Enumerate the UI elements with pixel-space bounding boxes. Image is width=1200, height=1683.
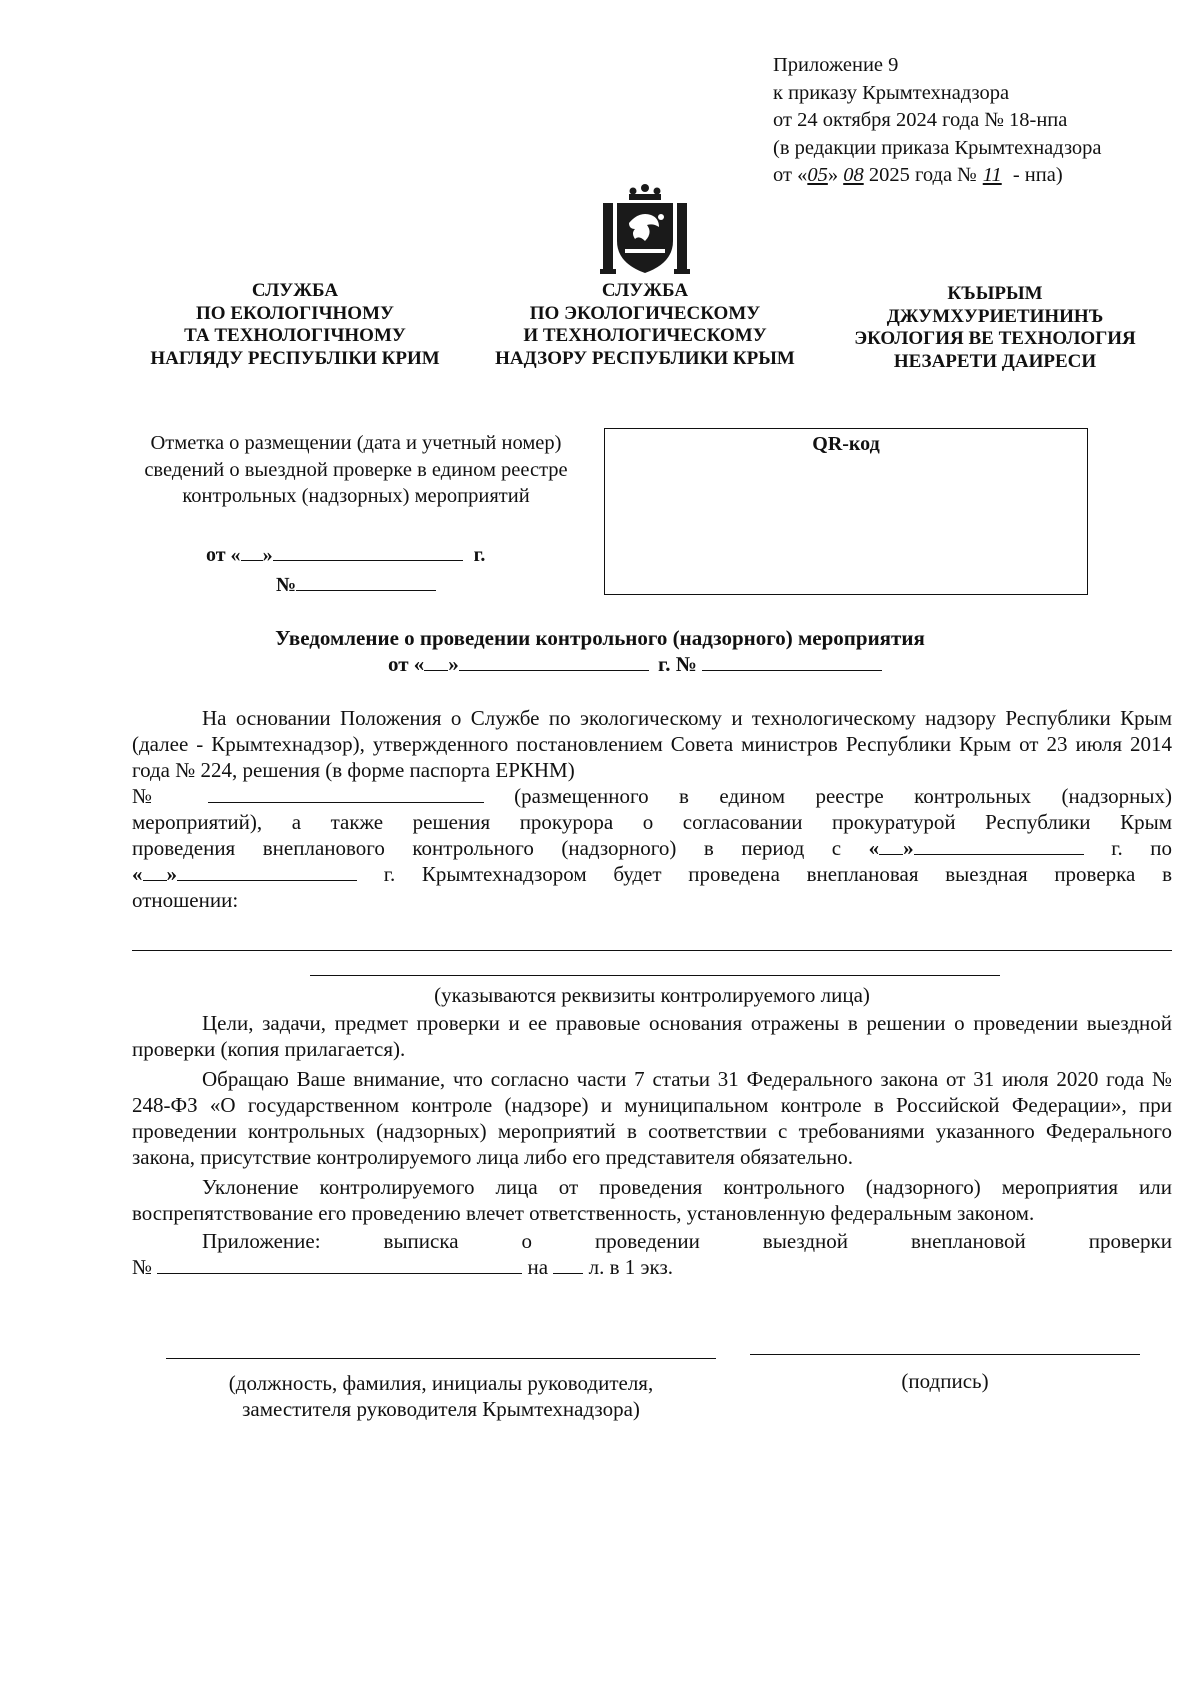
coat-of-arms-emblem: [595, 183, 695, 275]
appendix-edition: (в редакции приказа Крымтехнадзора: [773, 136, 1102, 159]
notice-blank-day[interactable]: [424, 652, 448, 671]
notice-blank-month-year[interactable]: [459, 652, 649, 671]
signature-position-caption: (должность, фамилия, инициалы руководителя, заместителя руководителя Крымтехнадзора): [228, 1371, 654, 1421]
appendix-order: к приказу Крымтехнадзора: [773, 81, 1010, 104]
header-left: СЛУЖБА ПО ЕКОЛОГІЧНОМУ ТА ТЕХНОЛОГІЧНОМУ НАГЛЯДУ РЕСПУБЛІКИ КРИМ: [150, 280, 440, 369]
paragraph-basis-line-end: « » г. Крымтехнадзором будет проведена внеплановая выездная проверка в: [132, 862, 1172, 886]
blank-period-start[interactable]: [914, 836, 1084, 855]
blank-period-start-day[interactable]: [879, 836, 903, 855]
notice-date-line: от « » г. №: [388, 652, 882, 677]
appendix-order-date: от 24 октября 2024 года № 18-нпа: [773, 109, 1068, 131]
appendix-block: [773, 52, 1183, 190]
qr-code-label: QR-код: [812, 433, 880, 455]
paragraph-evasion: Уклонение контролируемого лица от проведения контрольного (надзорного) мероприятия или воспрепятствование его проведению влечет ответственность, установленную федеральным законом.: [132, 1175, 1172, 1225]
appendix-edition-date: от «05» 08 2025 года № 11 - нпа): [773, 164, 1063, 186]
handwritten-month: 08: [843, 164, 864, 186]
paragraph-attachment: Приложение: выписка о проведении выездной внеплановой проверки: [202, 1229, 1172, 1253]
paragraph-basis-line-prosecutor: мероприятий), а также решения прокурора о согласовании прокуратурой Республики Крым: [132, 810, 1172, 834]
notice-blank-number[interactable]: [702, 652, 882, 671]
paragraph-basis-line-passport: № (размещенного в едином реестре контрольных (надзорных): [132, 784, 1173, 808]
blank-extract-number[interactable]: [157, 1255, 522, 1274]
header-right: КЪЫРЫМ ДЖУМХУРИЕТИНИНЪ ЭКОЛОГИЯ ВЕ ТЕХНОЛОГИЯ НЕЗАРЕТИ ДАИРЕСИ: [854, 283, 1136, 372]
paragraph-attachment-line: № на л. в 1 экз.: [132, 1255, 673, 1279]
blank-period-end[interactable]: [177, 862, 357, 881]
requisites-line-1[interactable]: [132, 950, 1172, 951]
handwritten-number: 11: [982, 164, 1002, 186]
blank-registry-number[interactable]: [296, 572, 436, 591]
paragraph-basis-line-period: проведения внепланового контрольного (надзорного) в период с « » г. по: [132, 836, 1172, 860]
blank-passport-number[interactable]: [208, 784, 484, 803]
signature-line[interactable]: [750, 1354, 1140, 1355]
header-center: СЛУЖБА ПО ЭКОЛОГИЧЕСКОМУ И ТЕХНОЛОГИЧЕСКОМУ НАДЗОРУ РЕСПУБЛИКИ КРЫМ: [495, 280, 795, 369]
qr-code-box: [604, 428, 1088, 595]
appendix-title: Приложение 9: [773, 54, 899, 76]
blank-day[interactable]: [241, 542, 263, 561]
signature-caption: (подпись): [901, 1369, 989, 1393]
requisites-caption: (указываются реквизиты контролируемого лица): [434, 983, 870, 1007]
registry-mark-number-line: №: [276, 572, 436, 597]
requisites-line-2[interactable]: [310, 975, 1000, 976]
paragraph-basis-line-relation: отношении:: [132, 888, 239, 912]
blank-period-end-day[interactable]: [143, 862, 167, 881]
registry-mark-date-line: от « » г.: [206, 544, 486, 566]
signature-position-line[interactable]: [166, 1358, 716, 1359]
handwritten-day: 05: [807, 164, 828, 186]
paragraph-basis: На основании Положения о Службе по экологическому и технологическому надзору Республики Крым (далее - Крымтехнадзор), утвержденного постановлением Совета министров Республики Крым от 23 июля 2014 года № 224, решения (в форме паспорта ЕРКНМ): [132, 706, 1172, 782]
paragraph-goals: Цели, задачи, предмет проверки и ее правовые основания отражены в решении о проведении выездной проверки (копия прилагается).: [132, 1011, 1172, 1061]
paragraph-attention: Обращаю Ваше внимание, что согласно части 7 статьи 31 Федерального закона от 31 июля 2020 года № 248-ФЗ «О государственном контроле (надзоре) и муниципальном контроле в Российской Федерации», при проведении контрольных (надзорных) мероприятий в соответствии с требованиями указанного Федерального закона, присутствие контролируемого лица либо его представителя обязательно.: [132, 1067, 1172, 1169]
blank-sheets-count[interactable]: [553, 1255, 583, 1274]
main-body: [132, 705, 1172, 913]
notice-title: Уведомление о проведении контрольного (надзорного) мероприятия: [275, 626, 925, 650]
registry-mark-text: Отметка о размещении (дата и учетный номер) сведений о выездной проверке в едином реестре контрольных (надзорных) мероприятий: [144, 432, 568, 507]
blank-month-year[interactable]: [273, 542, 463, 561]
main-body-continued: [132, 1010, 1172, 1280]
